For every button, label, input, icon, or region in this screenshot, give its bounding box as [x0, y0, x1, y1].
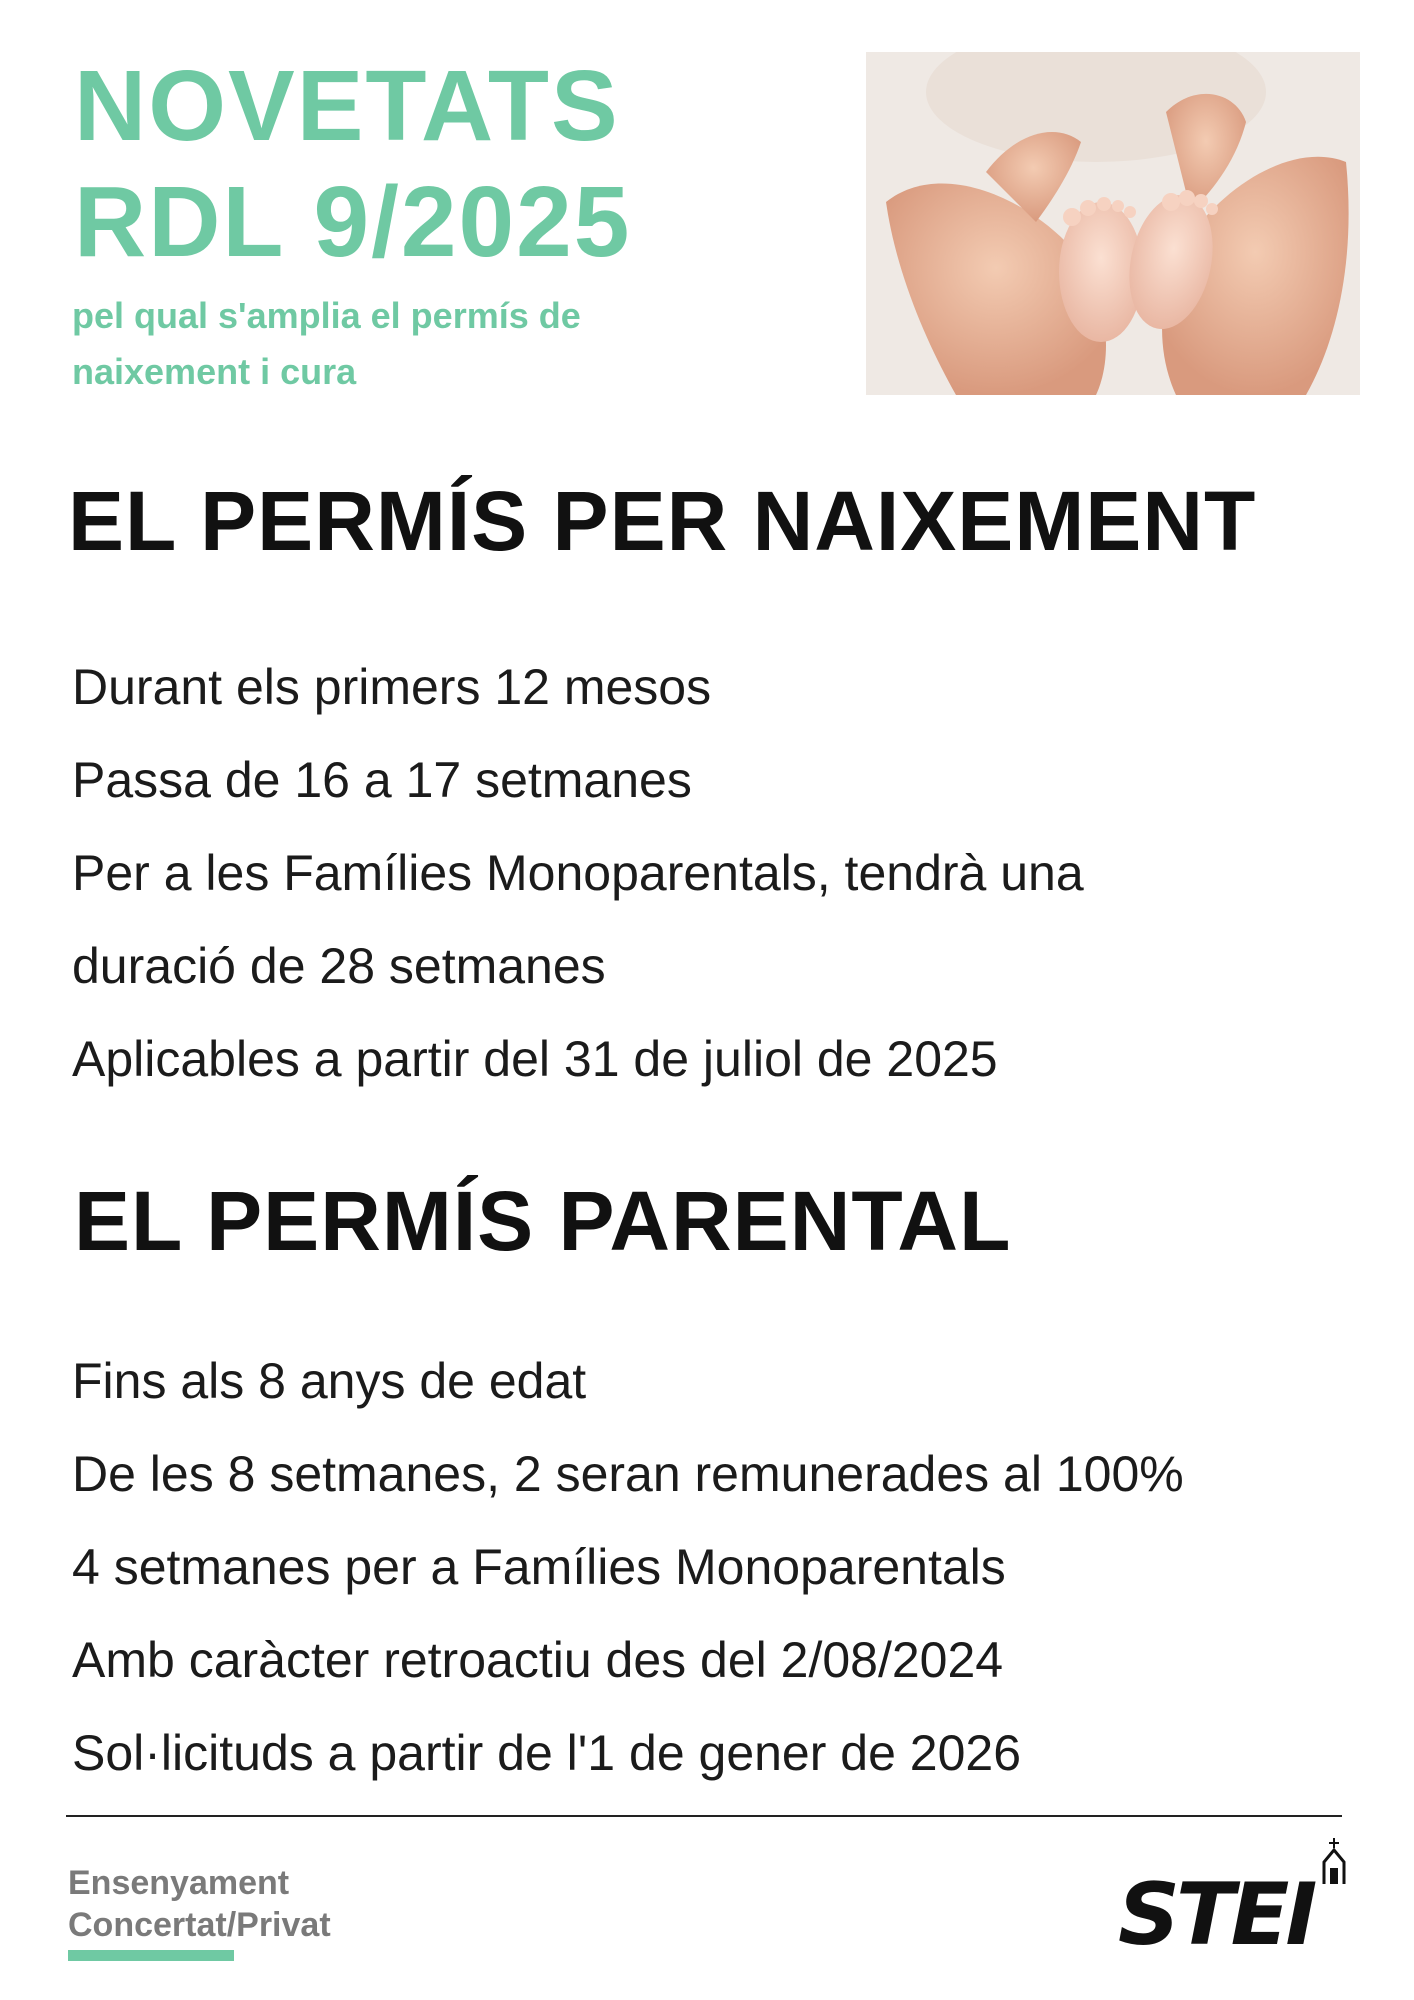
page-title-line-1: NOVETATS	[74, 50, 620, 162]
parental-leave-list	[72, 1335, 1184, 1800]
list-item: 4 setmanes per a Famílies Monoparentals	[72, 1539, 1006, 1595]
page-title-line-2: RDL 9/2025	[74, 166, 632, 278]
footer-label	[68, 1862, 331, 1946]
stei-logo	[1118, 1838, 1348, 1965]
list-item: Amb caràcter retroactiu des del 2/08/2024	[72, 1632, 1004, 1688]
list-item: Durant els primers 12 mesos	[72, 659, 712, 715]
birth-leave-list	[72, 641, 1084, 1106]
heading-parental-leave: EL PERMÍS PARENTAL	[74, 1174, 1012, 1268]
stei-logo-text: STEI	[1118, 1865, 1314, 1965]
baby-feet-in-hands-illustration	[866, 52, 1360, 395]
footer-label-line-1: Ensenyament	[68, 1864, 290, 1902]
list-item: Passa de 16 a 17 setmanes	[72, 752, 692, 808]
list-item: duració de 28 setmanes	[72, 938, 606, 994]
footer-accent-bar	[68, 1950, 234, 1961]
page-subtitle: pel qual s'amplia el permís de naixement i cura	[72, 295, 581, 392]
list-item: De les 8 setmanes, 2 seran remunerades al 100%	[72, 1446, 1184, 1502]
list-item: Fins als 8 anys de edat	[72, 1353, 587, 1409]
list-item: Per a les Famílies Monoparentals, tendrà una	[72, 845, 1084, 901]
footer-divider	[66, 1815, 1342, 1817]
list-item: Sol·licituds a partir de l'1 de gener de 2026	[72, 1725, 1022, 1781]
baby-feet-photo	[866, 52, 1360, 395]
heading-birth-leave: EL PERMÍS PER NAIXEMENT	[68, 474, 1257, 568]
list-item: Aplicables a partir del 31 de juliol de 2025	[72, 1031, 998, 1087]
bell-tower-icon	[1320, 1838, 1348, 1884]
footer-label-line-2: Concertat/Privat	[68, 1906, 331, 1944]
